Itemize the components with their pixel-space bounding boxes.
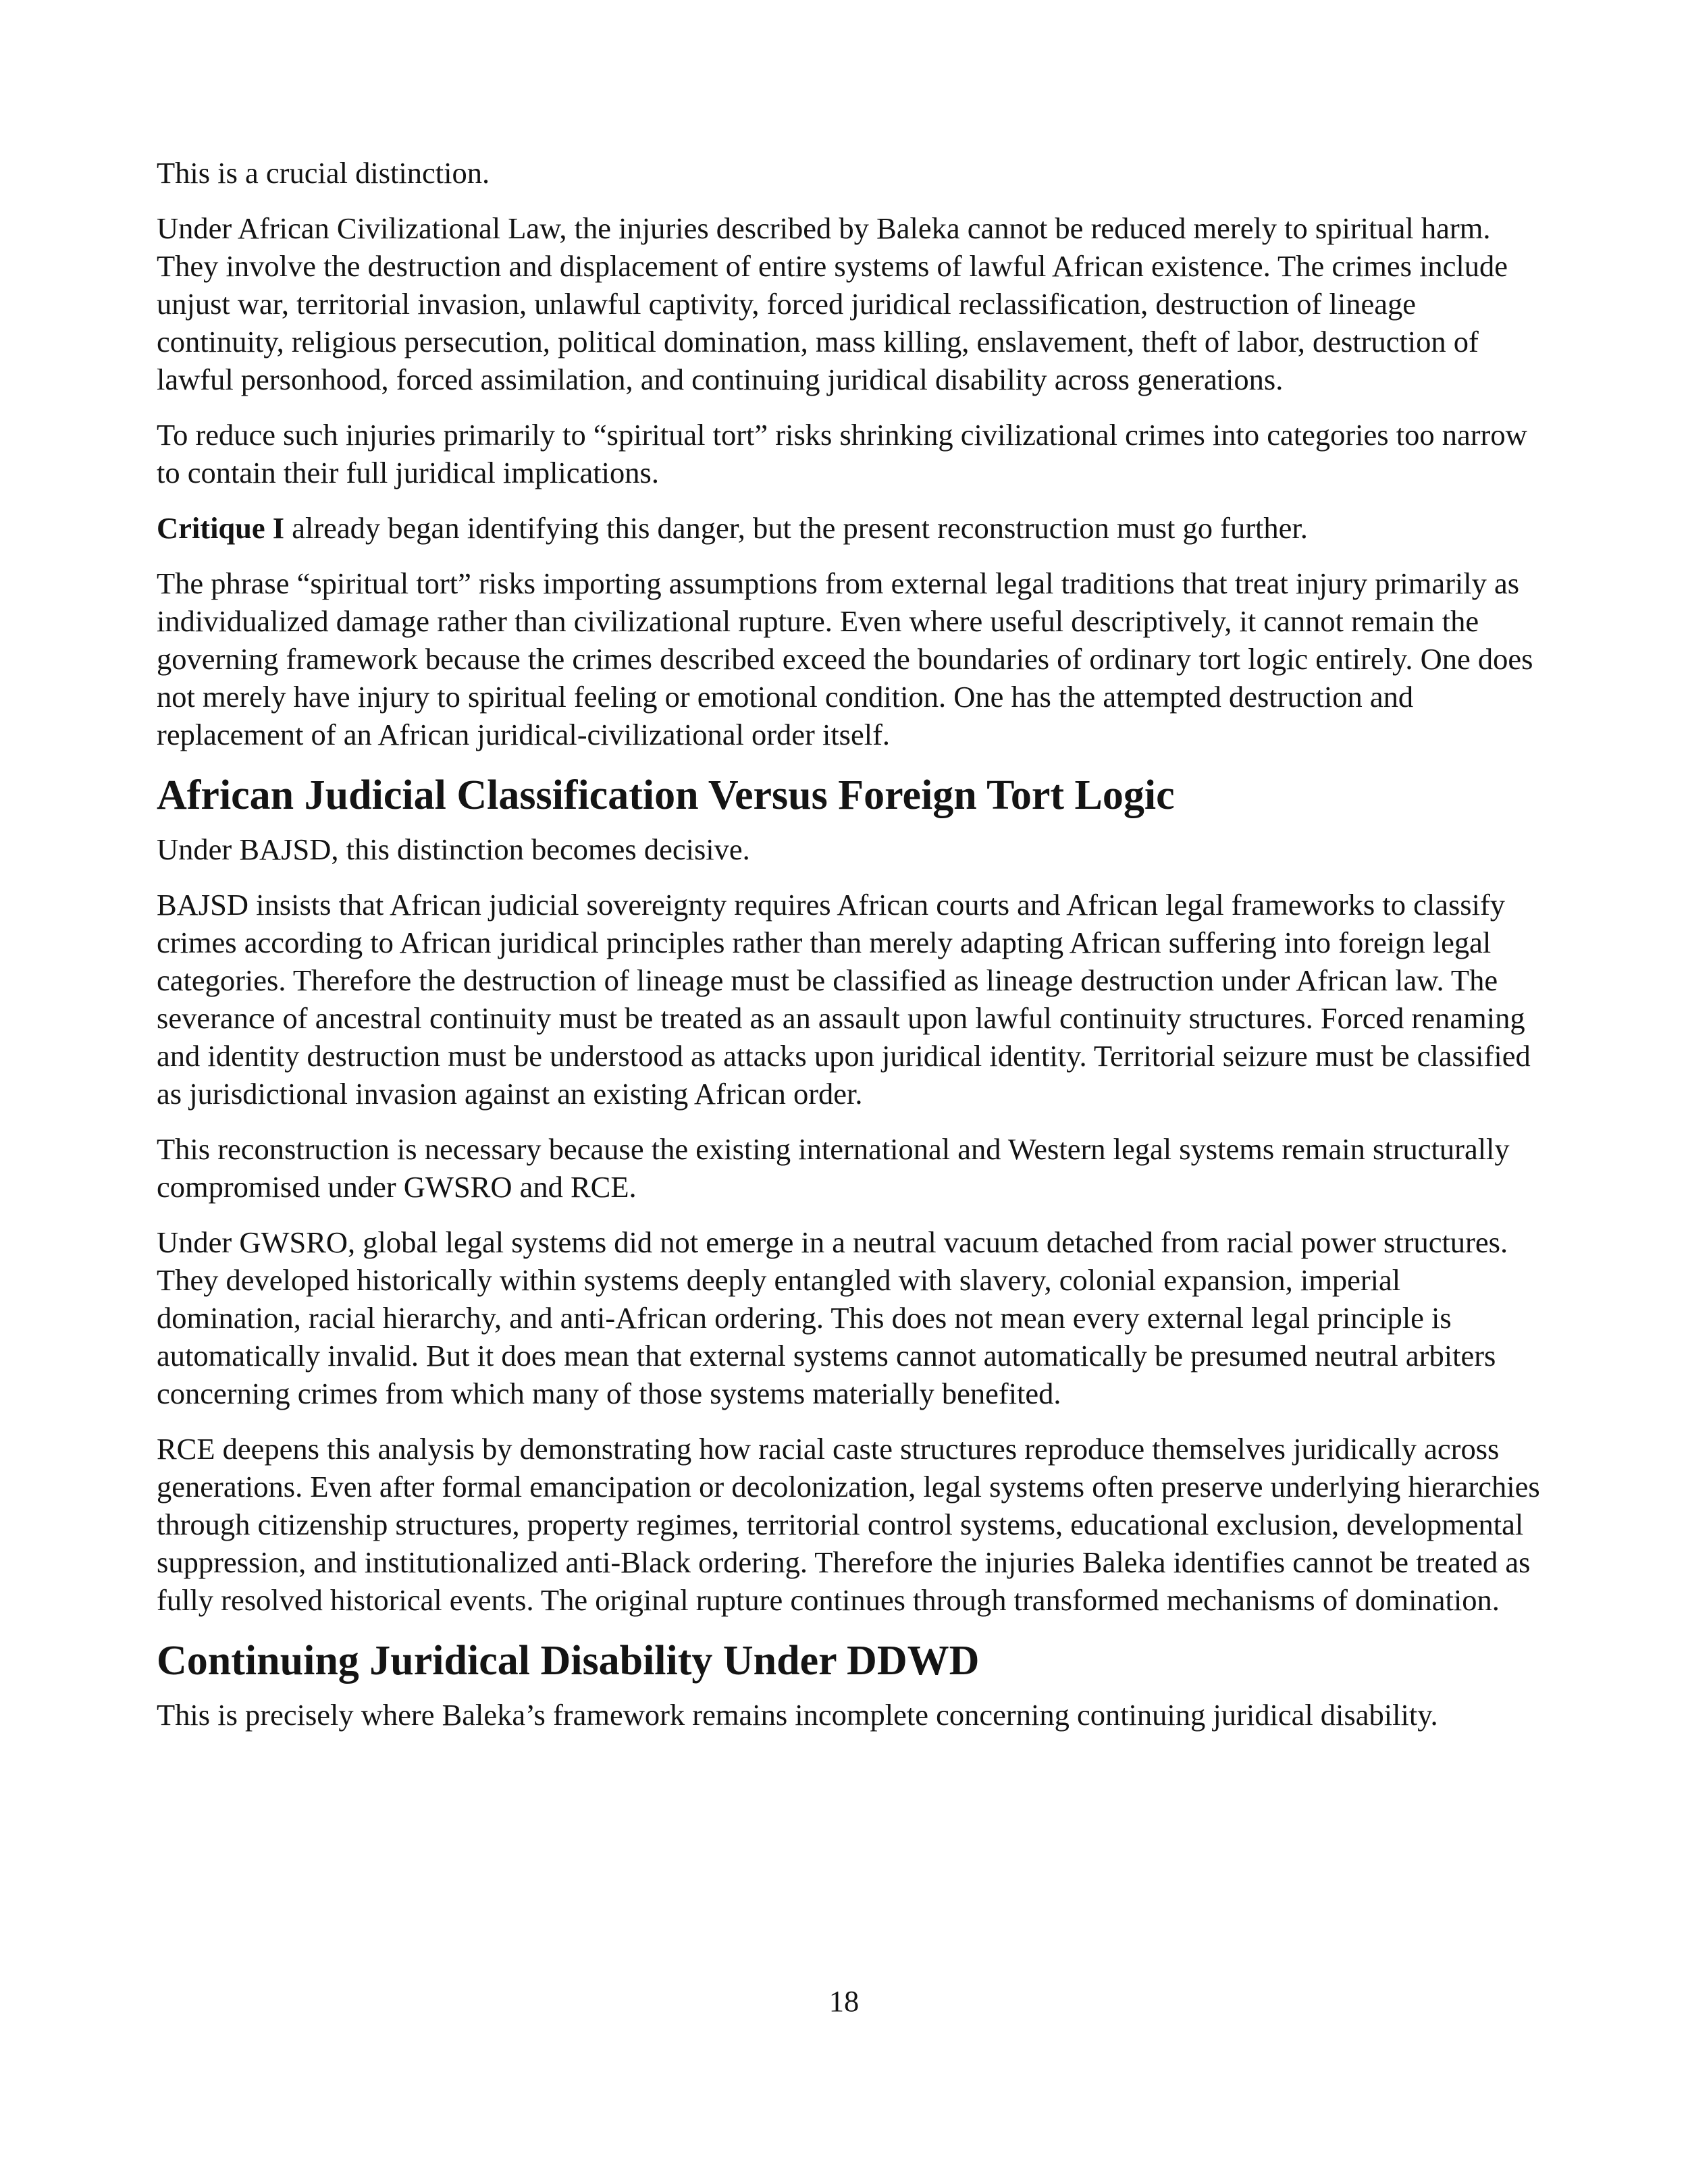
paragraph-text: already began identifying this danger, but the present reconstruction must go further.: [284, 511, 1308, 545]
paragraph: Under African Civilizational Law, the injuries described by Baleka cannot be reduced merely to spiritual harm. They involve the destruction and displacement of entire systems of lawful African existence. The crimes include unjust war, territorial invasion, unlawful captivity, forced juridical reclassification, destruction of lineage continuity, religious persecution, political domination, mass killing, enslavement, theft of labor, destruction of lawful personhood, forced assimilation, and continuing juridical disability across generations.: [157, 211, 1508, 396]
paragraph: Under BAJSD, this distinction becomes decisive.: [157, 832, 750, 866]
paragraph: This is a crucial distinction.: [157, 156, 490, 190]
paragraph: This is precisely where Baleka’s framework remains incomplete concerning continuing juridical disability.: [157, 1698, 1438, 1732]
bold-lead-text: Critique I: [157, 511, 285, 545]
page-body: [157, 154, 1548, 1751]
paragraph: Under GWSRO, global legal systems did not emerge in a neutral vacuum detached from racial power structures. They developed historically within systems deeply entangled with slavery, colonial expansion, imperial domination, racial hierarchy, and anti-African ordering. This does not mean every external legal principle is automatically invalid. But it does mean that external systems cannot automatically be presumed neutral arbiters concerning crimes from which many of those systems materially benefited.: [157, 1225, 1508, 1410]
page-number: 18: [828, 1984, 860, 2018]
section-heading: Continuing Juridical Disability Under DDWD: [157, 1638, 980, 1684]
section-heading: African Judicial Classification Versus Foreign Tort Logic: [157, 772, 1175, 818]
paragraph: The phrase “spiritual tort” risks importing assumptions from external legal traditions that treat injury primarily as individualized damage rather than civilizational rupture. Even where useful descriptively, it cannot remain the governing framework because the crimes described exceed the boundaries of ordinary tort logic entirely. One does not merely have injury to spiritual feeling or emotional condition. One has the attempted destruction and replacement of an African juridical-civilizational order itself.: [157, 566, 1533, 751]
paragraph: To reduce such injuries primarily to “spiritual tort” risks shrinking civilizational crimes into categories too narrow to contain their full juridical implications.: [157, 418, 1527, 489]
paragraph: This reconstruction is necessary because the existing international and Western legal systems remain structurally compromised under GWSRO and RCE.: [157, 1132, 1510, 1204]
paragraph: RCE deepens this analysis by demonstrating how racial caste structures reproduce themselves juridically across generations. Even after formal emancipation or decolonization, legal systems often preserve underlying hierarchies through citizenship structures, property regimes, territorial control systems, educational exclusion, developmental suppression, and institutionalized anti-Black ordering. Therefore the injuries Baleka identifies cannot be treated as fully resolved historical events. The original rupture continues through transformed mechanisms of domination.: [157, 1432, 1540, 1617]
paragraph: BAJSD insists that African judicial sovereignty requires African courts and African legal frameworks to classify crimes according to African juridical principles rather than merely adapting African suffering into foreign legal categories. Therefore the destruction of lineage must be classified as lineage destruction under African law. The severance of ancestral continuity must be treated as an assault upon lawful continuity structures. Forced renaming and identity destruction must be understood as attacks upon juridical identity. Territorial seizure must be classified as jurisdictional invasion against an existing African order.: [157, 888, 1531, 1111]
paragraph: [157, 509, 1548, 547]
